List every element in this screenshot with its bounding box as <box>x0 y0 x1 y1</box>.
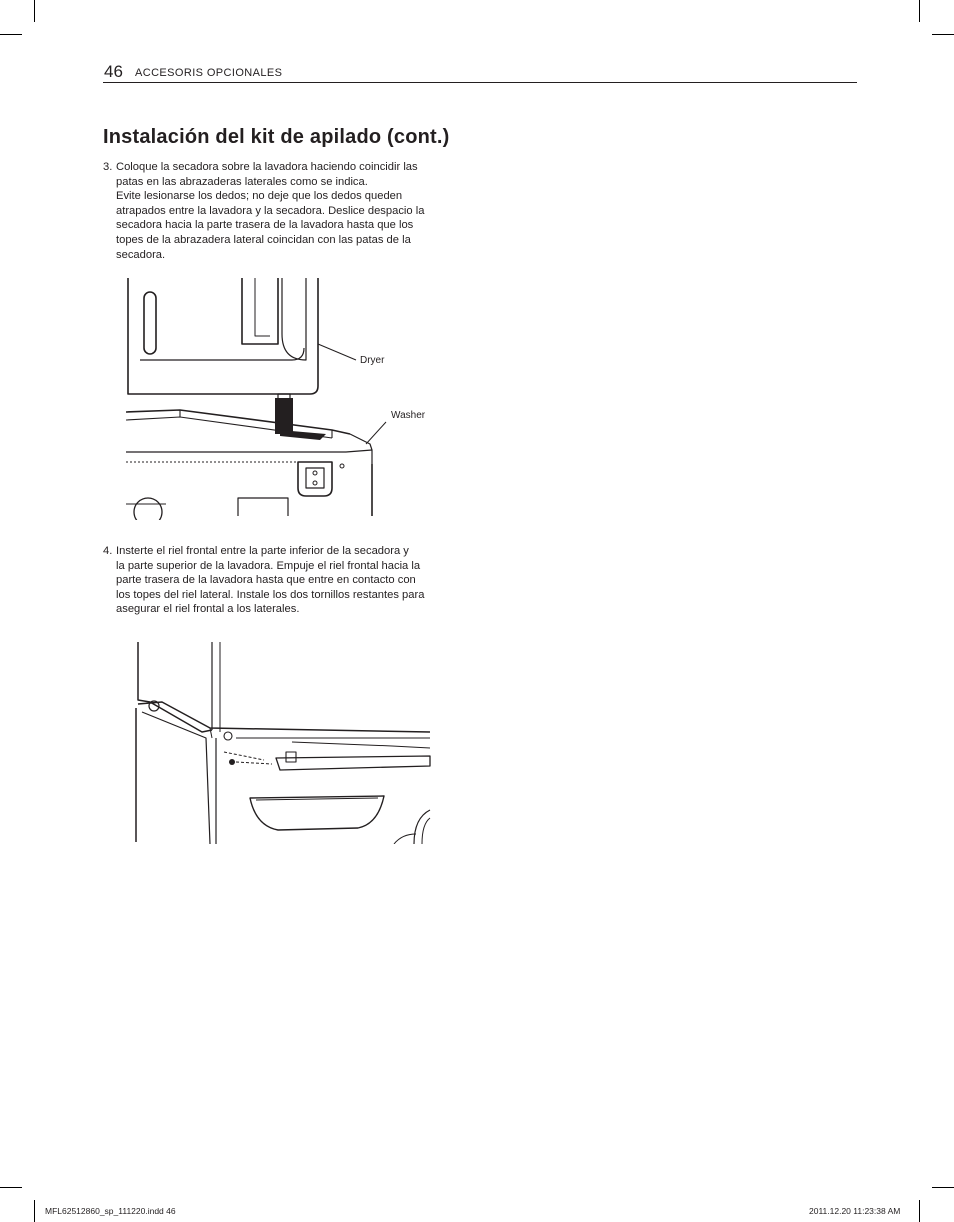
crop-mark <box>0 34 22 35</box>
crop-mark <box>932 1187 954 1188</box>
side-bracket <box>298 462 332 496</box>
page-title: Instalación del kit de apilado (cont.) <box>103 126 450 148</box>
step-line: topes de la abrazadera lateral coincidan con las patas de la <box>116 233 411 246</box>
dryer-handle <box>144 292 156 354</box>
step-text <box>116 160 453 262</box>
footer-timestamp: 2011.12.20 11:23:38 AM <box>809 1206 901 1216</box>
step-line: la parte superior de la lavadora. Empuje el riel frontal hacia la <box>116 559 421 572</box>
washer-top <box>138 702 430 732</box>
step-line: Evite lesionarse los dedos; no deje que los dedos queden <box>116 190 403 203</box>
page-number: 46 <box>104 62 123 81</box>
figure-dryer-on-washer <box>120 274 440 520</box>
label-dryer: Dryer <box>360 355 385 366</box>
step-line: los topes del riel lateral. Instale los dos tornillos restantes para <box>116 588 425 601</box>
washer-top <box>126 410 350 434</box>
crop-mark <box>919 0 920 22</box>
step-line: atrapados entre la lavadora y la secadora. Deslice despacio la <box>116 204 425 217</box>
dryer-panel <box>242 278 278 344</box>
step-line: parte trasera de la lavadora hasta que entre en contacto con <box>116 574 416 587</box>
figure-front-rail <box>132 638 436 844</box>
step-number: 4. <box>103 545 113 557</box>
crop-mark <box>919 1200 920 1222</box>
screw-guide <box>236 762 272 764</box>
dryer-corner <box>138 642 212 732</box>
step-4 <box>103 544 453 617</box>
crop-mark <box>34 1200 35 1222</box>
screw-icon <box>229 759 235 765</box>
crop-mark <box>0 1187 22 1188</box>
detergent-drawer <box>250 796 384 830</box>
washer-panel <box>238 498 288 516</box>
step-line: secadora. <box>116 248 166 261</box>
step-line: asegurar el riel frontal a los laterales. <box>116 603 300 616</box>
step-line: secadora hacia la parte trasera de la lavadora hasta que los <box>116 219 414 232</box>
leader-line <box>318 344 356 360</box>
step-line: Coloque la secadora sobre la lavadora haciendo coincidir las <box>116 161 418 173</box>
dryer-leg <box>275 398 293 434</box>
step-3 <box>103 160 453 262</box>
step-line: patas en las abrazaderas laterales como se indica. <box>116 175 368 188</box>
foot-guide <box>280 430 326 440</box>
crop-mark <box>34 0 35 22</box>
footer-file: MFL62512860_sp_111220.indd 46 <box>45 1206 176 1216</box>
crop-mark <box>932 34 954 35</box>
header-rule <box>103 82 857 83</box>
leader-line <box>366 422 386 444</box>
washer-knob <box>134 498 162 520</box>
section-name: ACCESORIS OPCIONALES <box>135 67 283 79</box>
label-washer: Washer <box>391 410 426 421</box>
step-text <box>116 544 453 617</box>
step-line: Insterte el riel frontal entre la parte inferior de la secadora y <box>116 545 409 557</box>
front-rail <box>276 756 430 770</box>
step-number: 3. <box>103 161 113 173</box>
